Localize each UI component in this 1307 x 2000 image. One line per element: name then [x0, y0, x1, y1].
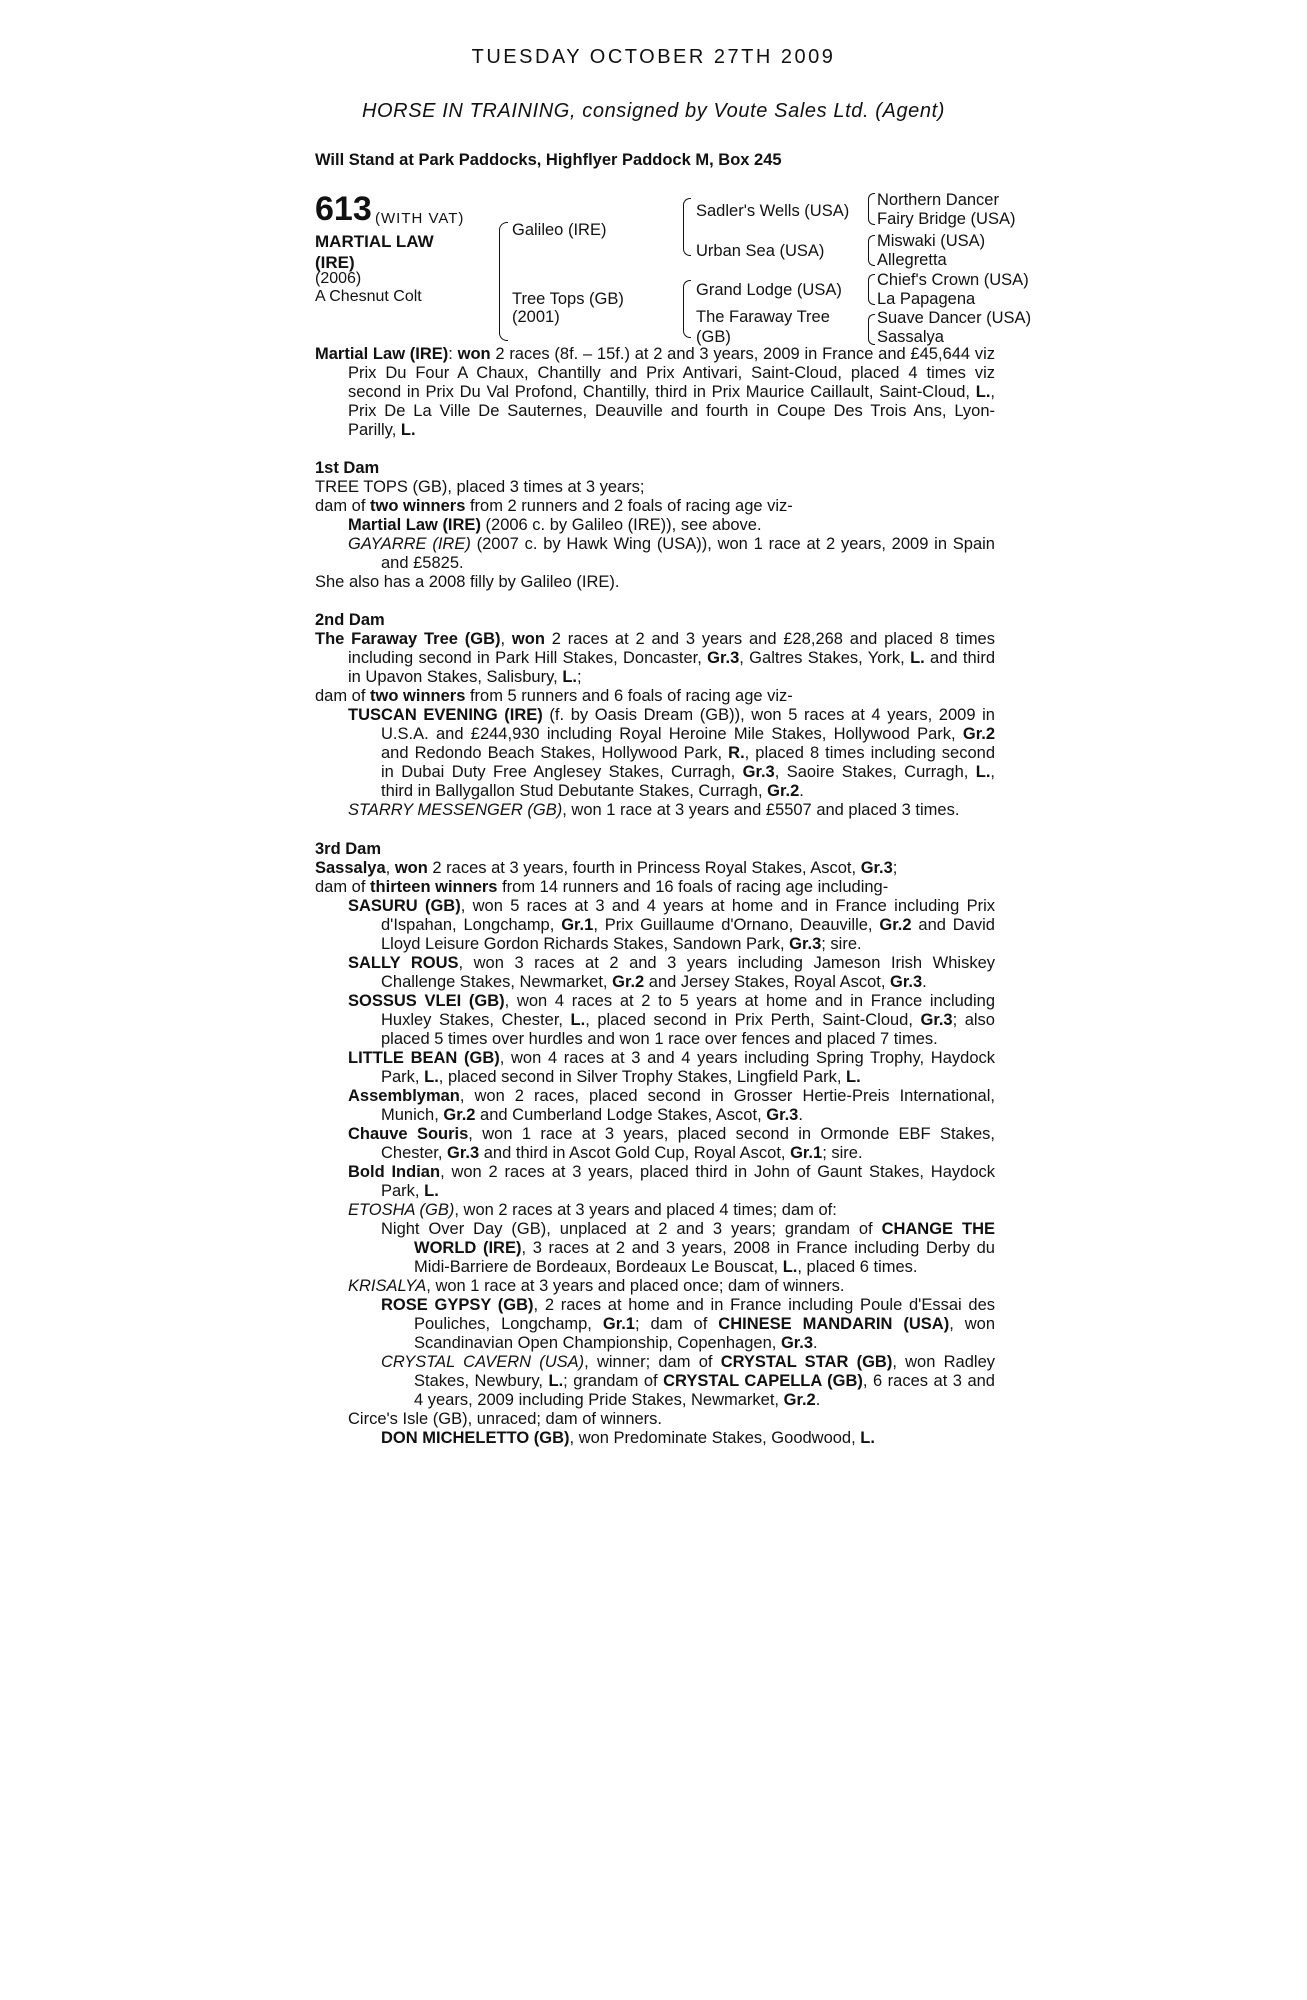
granddam-2: Fairy Bridge (USA)	[877, 210, 1016, 228]
produce-entry: TUSCAN EVENING (IRE) (f. by Oasis Dream (GB)), won 5 races at 4 years, 2009 in U.S.A. and £244,930 including Royal Heroine Mile Stakes, Hollywood Park, Gr.2 and Redondo Beach Stakes, Hollywood Park, R., placed 8 times including second in Dubai Duty Free Anglesey Stakes, Curragh, Gr.3, Saoire Stakes, Curragh, L., third in Ballygallon Stud Debutante Stakes, Curragh, Gr.2.	[348, 706, 995, 800]
pedigree-brace	[499, 222, 508, 283]
sale-date-header: TUESDAY OCTOBER 27TH 2009	[471, 46, 836, 68]
listed-marker: L.	[400, 421, 416, 439]
produce-entry: Martial Law (IRE) (2006 c. by Galileo (IRE)), see above.	[348, 516, 762, 534]
produce-entry: Night Over Day (GB), unplaced at 2 and 3 years; grandam of CHANGE THE WORLD (IRE), 3 races at 2 and 3 years, 2008 in France including Derby du Midi-Barriere de Bordeaux, Bordeaux Le Bouscat, L., placed 6 times.	[381, 1220, 995, 1276]
grandsire-3: Miswaki (USA)	[877, 232, 986, 250]
first-dam-footer: She also has a 2008 filly by Galileo (IRE).	[315, 573, 620, 591]
sire-dam-name: Urban Sea (USA)	[696, 242, 825, 260]
third-dam-record: Sassalya, won 2 races at 3 years, fourth in Princess Royal Stakes, Ascot, Gr.3;	[315, 859, 898, 877]
granddam-6: La Papagena	[877, 290, 976, 308]
horse-name-line1: MARTIAL LAW	[315, 232, 434, 251]
produce-entry: DON MICHELETTO (GB), won Predominate Stakes, Goodwood, L.	[381, 1429, 875, 1447]
race-record-summary	[315, 345, 995, 440]
pedigree-brace	[868, 235, 875, 251]
produce-entry: Bold Indian, won 2 races at 3 years, placed third in John of Gaunt Stakes, Haydock Park, L.	[348, 1163, 995, 1200]
produce-entry: Chauve Souris, won 1 race at 3 years, placed second in Ormonde EBF Stakes, Chester, Gr.3 and third in Ascot Gold Cup, Royal Ascot, Gr.1; sire.	[348, 1125, 995, 1162]
third-dam-section	[315, 840, 995, 1448]
third-dam-heading: 3rd Dam	[315, 840, 382, 858]
pedigree-brace	[868, 329, 875, 345]
pedigree-brace	[868, 209, 875, 225]
produce-entry: SASURU (GB), won 5 races at 3 and 4 years at home and in France including Prix d'Ispahan, Longchamp, Gr.1, Prix Guillaume d'Ornano, Deauville, Gr.2 and David Lloyd Leisure Gordon Richards Stakes, Sandown Park, Gr.3; sire.	[348, 897, 996, 953]
produce-entry: ETOSHA (GB), won 2 races at 3 years and placed 4 times; dam of:	[348, 1201, 837, 1219]
pedigree-brace	[868, 314, 875, 330]
consignment-subtitle: HORSE IN TRAINING, consigned by Voute Sales Ltd. (Agent)	[361, 100, 946, 122]
sire-sire-name: Sadler's Wells (USA)	[696, 202, 850, 220]
produce-name: GAYARRE (IRE)	[348, 535, 471, 553]
won-label: won	[457, 345, 491, 363]
summary-paragraph: Martial Law (IRE): won 2 races (8f. – 15f.) at 2 and 3 years, 2009 in France and £45,644 viz Prix Du Four A Chaux, Chantilly and Prix Antivari, Saint-Cloud, placed 4 times viz second in Prix Du Val Profond, Chantilly, third in Prix Maurice Caillault, Saint-Cloud, L., Prix De La Ville De Sauternes, Deauville and fourth in Coupe Des Trois Ans, Lyon-Parilly, L.	[315, 345, 996, 439]
dam-dam-name-line1: The Faraway Tree	[696, 308, 830, 326]
produce-entry: SOSSUS VLEI (GB), won 4 races at 2 to 5 years at home and in France including Huxley Stakes, Chester, L., placed second in Prix Perth, Saint-Cloud, Gr.3; also placed 5 times over hurdles and won 1 race over fences and placed 7 times.	[348, 992, 996, 1048]
granddam-4: Allegretta	[877, 251, 947, 269]
first-dam-heading: 1st Dam	[315, 459, 380, 477]
produce-entry: SALLY ROUS, won 3 races at 2 and 3 years including Jameson Irish Whiskey Challenge Stakes, Newmarket, Gr.2 and Jersey Stakes, Royal Ascot, Gr.3.	[348, 954, 995, 991]
pedigree-brace	[868, 289, 875, 305]
pedigree-brace	[499, 282, 508, 341]
vat-note: (WITH VAT)	[375, 210, 465, 227]
produce-entry: STARRY MESSENGER (GB), won 1 race at 3 years and £5507 and placed 3 times.	[348, 801, 960, 819]
lot-number: 613	[315, 190, 372, 228]
dam-name: Tree Tops (GB)	[512, 290, 624, 308]
dam-sire-name: Grand Lodge (USA)	[696, 281, 842, 299]
summary-text: , Prix De La Ville De Sauternes, Deauville and fourth in Coupe Des Trois Ans, Lyon-Parilly,	[348, 383, 995, 439]
horse-name-inline: Martial Law (IRE)	[315, 345, 449, 363]
produce-entry: CRYSTAL CAVERN (USA), winner; dam of CRYSTAL STAR (GB), won Radley Stakes, Newbury, L.; grandam of CRYSTAL CAPELLA (GB), 6 races at 3 and 4 years, 2009 including Pride Stakes, Newmarket, Gr.2.	[381, 1353, 995, 1409]
grandsire-7: Suave Dancer (USA)	[877, 309, 1032, 327]
horse-name-line2: (IRE)	[315, 253, 355, 272]
pedigree-brace	[683, 280, 691, 310]
produce-entry: LITTLE BEAN (GB), won 4 races at 3 and 4 years including Spring Trophy, Haydock Park, L., placed second in Silver Trophy Stakes, Lingfield Park, L.	[348, 1049, 995, 1086]
second-dam-heading: 2nd Dam	[315, 611, 385, 629]
pedigree-brace	[868, 274, 875, 290]
pedigree-brace	[868, 193, 875, 210]
second-dam-record: The Faraway Tree (GB), won 2 races at 2 and 3 years and £28,268 and placed 8 times including second in Park Hill Stakes, Doncaster, Gr.3, Galtres Stakes, York, L. and third in Upavon Stakes, Salisbury, L.;	[315, 630, 996, 686]
listed-marker: L.	[975, 383, 991, 401]
produce-name: STARRY MESSENGER (GB)	[348, 801, 563, 819]
granddam-8: Sassalya	[877, 328, 944, 346]
produce-entry: Assemblyman, won 2 races, placed second in Grosser Hertie-Preis International, Munich, Gr.2 and Cumberland Lodge Stakes, Ascot, Gr.3.	[348, 1087, 995, 1124]
grandsire-5: Chief's Crown (USA)	[877, 271, 1029, 289]
produce-entry: KRISALYA, won 1 race at 3 years and placed once; dam of winners.	[348, 1277, 845, 1295]
pedigree-brace	[683, 309, 691, 338]
sire-name: Galileo (IRE)	[512, 221, 607, 239]
stand-location: Will Stand at Park Paddocks, Highflyer Paddock M, Box 245	[315, 151, 782, 169]
foaling-year: (2006)	[315, 270, 362, 287]
second-dam-section	[315, 611, 995, 820]
first-dam-section	[315, 459, 995, 592]
pedigree-brace	[683, 231, 691, 256]
produce-entry: Circe's Isle (GB), unraced; dam of winners.	[348, 1410, 663, 1428]
pedigree-brace	[868, 250, 875, 266]
produce-entry: ROSE GYPSY (GB), 2 races at home and in France including Poule d'Essai des Pouliches, Longchamp, Gr.1; dam of CHINESE MANDARIN (USA), won Scandinavian Open Championship, Copenhagen, Gr.3.	[381, 1296, 995, 1352]
first-dam-produce-summary: dam of two winners from 2 runners and 2 foals of racing age viz-	[315, 497, 793, 515]
third-dam-produce-summary: dam of thirteen winners from 14 runners and 16 foals of racing age including-	[315, 878, 889, 896]
produce-entry: GAYARRE (IRE) (2007 c. by Hawk Wing (USA)), won 1 race at 2 years, 2009 in Spain and £5825.	[348, 535, 995, 572]
first-dam-record: TREE TOPS (GB), placed 3 times at 3 years;	[315, 478, 645, 496]
horse-description: A Chesnut Colt	[315, 288, 422, 305]
pedigree-brace	[683, 198, 691, 232]
dam-year: (2001)	[512, 308, 560, 326]
produce-name: Martial Law (IRE)	[348, 516, 481, 534]
dam-dam-name-line2: (GB)	[696, 328, 731, 346]
second-dam-produce-summary: dam of two winners from 5 runners and 6 foals of racing age viz-	[315, 687, 793, 705]
produce-name: TUSCAN EVENING (IRE)	[348, 706, 543, 724]
grandsire-1: Northern Dancer	[877, 191, 999, 209]
horse-name	[315, 231, 465, 273]
summary-text: 2 races (8f. – 15f.) at 2 and 3 years, 2009 in France and £45,644 viz Prix Du Four A Chaux, Chantilly and Prix Antivari, Saint-Cloud, placed 4 times viz second in Prix Du Val Profond, Chantilly, third in Prix Maurice Caillault, Saint-Cloud,	[348, 345, 996, 401]
